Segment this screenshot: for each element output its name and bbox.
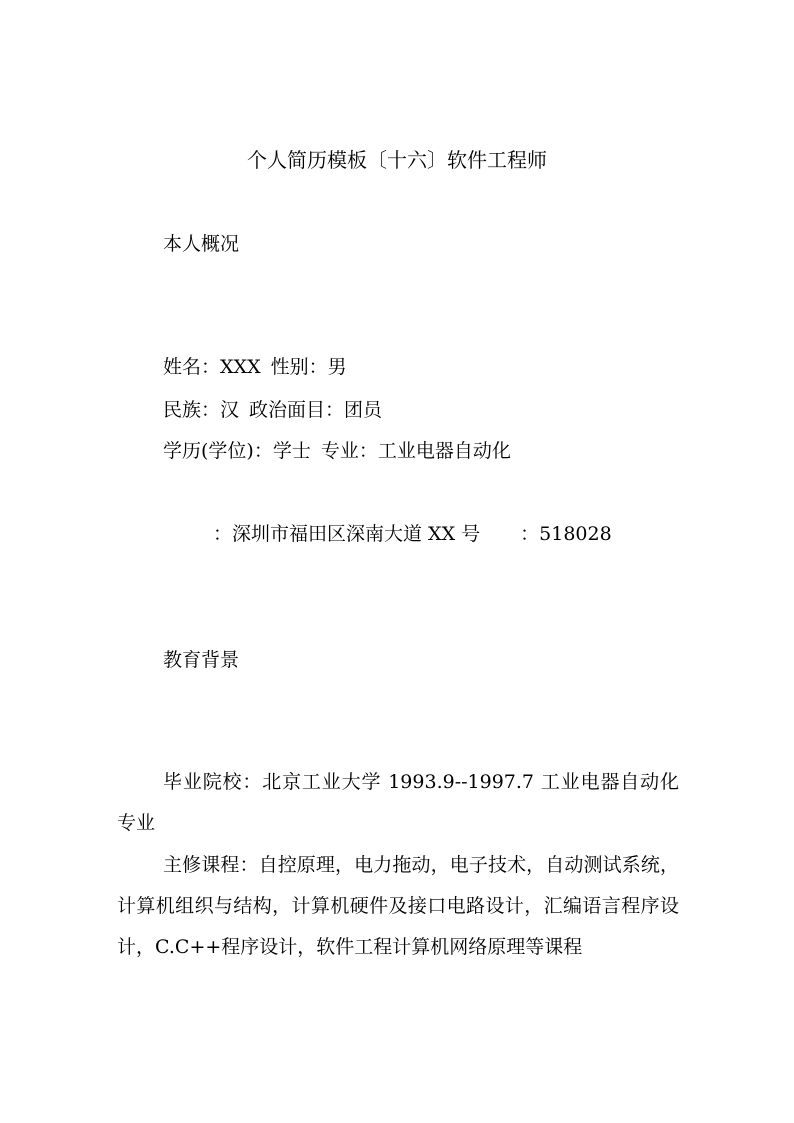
courses-paragraph: 主修课程：自控原理，电力拖动，电子技术，自动测试系统，计算机组织与结构，计算机硬件及接口电路设计，汇编语言程序设计，C.C++程序设计，软件工程计算机网络原理等课程 xyxy=(117,854,679,958)
gender-label: 性别： xyxy=(270,356,328,378)
political-value: 团员 xyxy=(344,399,383,421)
section-heading-personal: 本人概况 xyxy=(163,233,240,255)
postcode-label: ： xyxy=(520,523,540,545)
major-value: 工业电器自动化 xyxy=(377,440,511,462)
ethnicity-label: 民族： xyxy=(163,399,221,421)
ethnicity-political-line xyxy=(163,396,382,424)
postcode-value: 518028 xyxy=(539,523,612,545)
degree-label: 学历(学位)： xyxy=(163,440,273,462)
degree-major-line xyxy=(163,437,511,465)
section-heading-education: 教育背景 xyxy=(163,649,240,671)
political-label: 政治面目： xyxy=(249,399,345,421)
name-gender-line xyxy=(163,353,347,381)
school-paragraph: 毕业院校：北京工业大学 1993.9--1997.7 工业电器自动化专业 xyxy=(117,771,679,834)
address-postcode-line xyxy=(213,520,612,548)
name-label: 姓名： xyxy=(163,356,221,378)
ethnicity-value: 汉 xyxy=(220,399,240,421)
document-title: 个人简历模板〔十六〕软件工程师 xyxy=(247,148,547,172)
gender-value: 男 xyxy=(327,356,347,378)
degree-value: 学士 xyxy=(272,440,311,462)
address-value: 深圳市福田区深南大道 XX 号 xyxy=(232,523,481,545)
name-value: XXX xyxy=(220,356,261,378)
address-label: ： xyxy=(213,523,233,545)
major-label: 专业： xyxy=(320,440,378,462)
